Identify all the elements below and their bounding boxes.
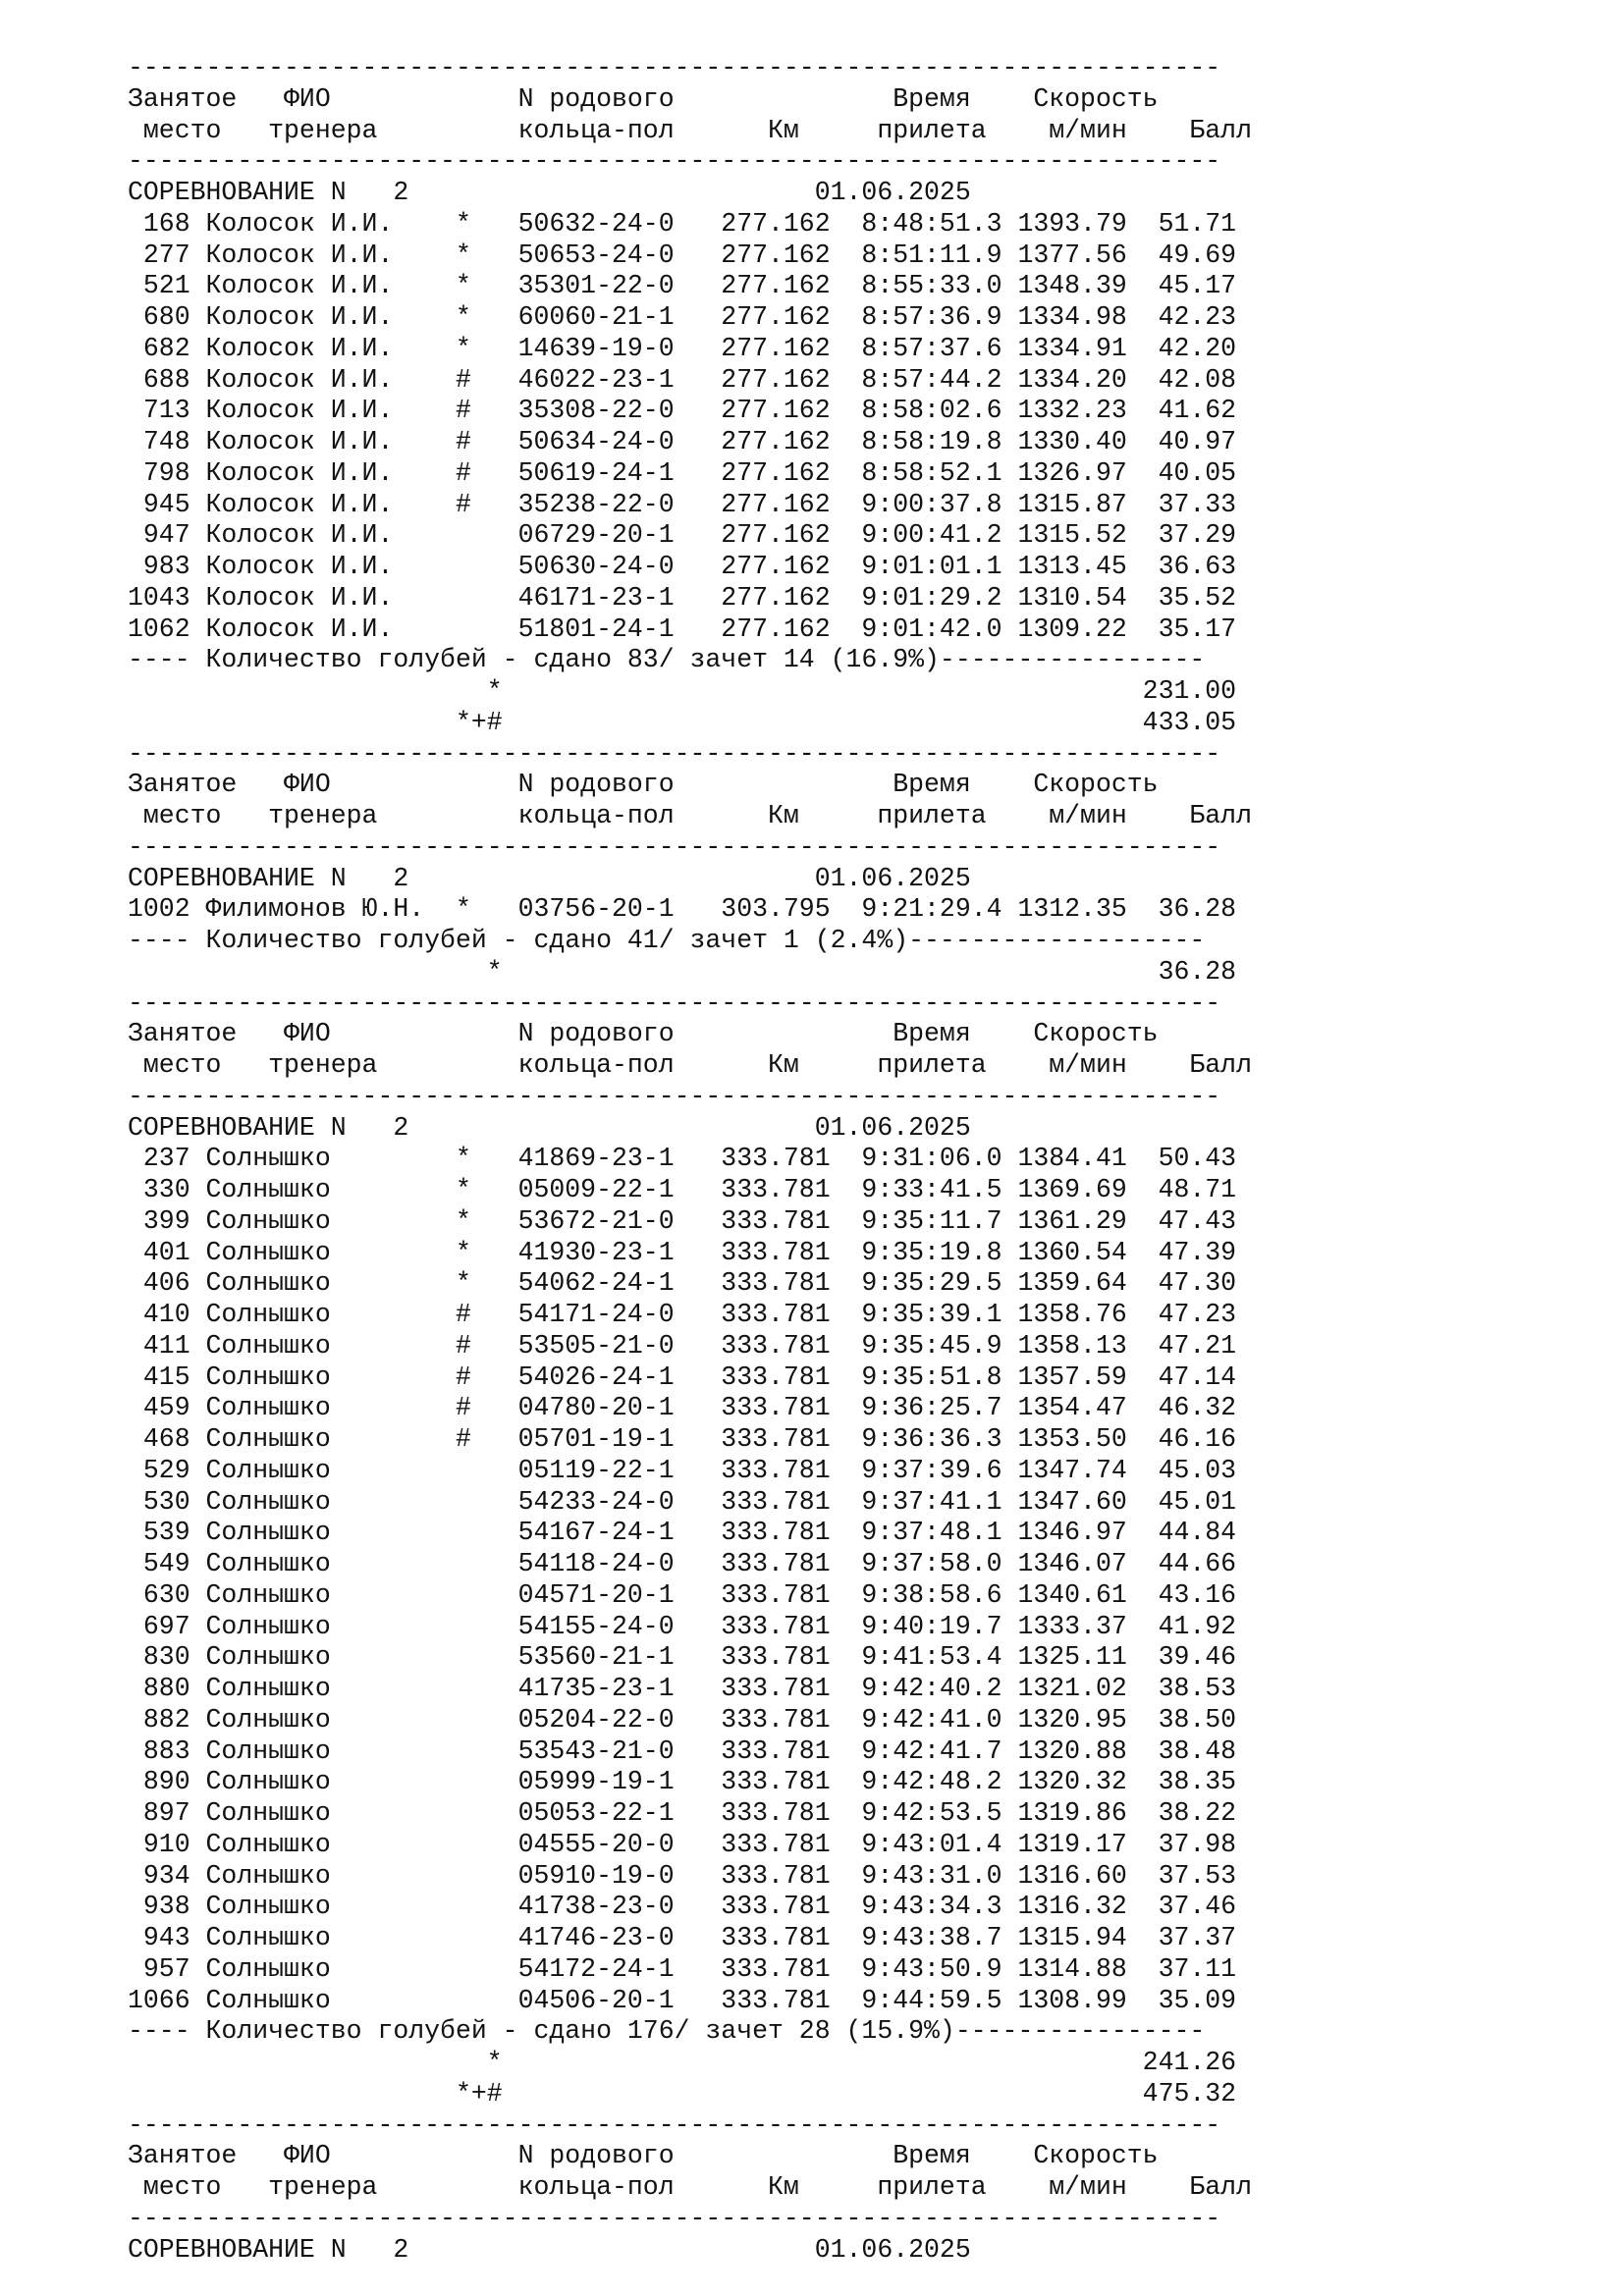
separator-line: ---------------------------------------------------------------------- [128,988,1221,1018]
score-total-line: *+# 433.05 [128,707,1237,737]
result-row: 883 Солнышко 53543-21-0 333.781 9:42:41.7 1320.88 38.48 [128,1735,1237,1766]
score-total-line: *+# 475.32 [128,2078,1237,2109]
result-row: 539 Солнышко 54167-24-1 333.781 9:37:48.1 1346.97 44.84 [128,1518,1237,1548]
score-total-line: * 231.00 [128,676,1237,706]
result-row: 830 Солнышко 53560-21-1 333.781 9:41:53.4 1325.11 39.46 [128,1642,1237,1673]
result-row: 943 Солнышко 41746-23-0 333.781 9:43:38.7 1315.94 37.37 [128,1923,1237,1952]
column-header-line-2: место тренера кольца-пол Км прилета м/мин Балл [128,801,1252,830]
summary-line: ---- Количество голубей - сдано 41/ зачет 1 (2.4%)------------------- [128,926,1206,955]
separator-line: ---------------------------------------------------------------------- [128,146,1221,177]
column-header-line-1: Занятое ФИО N родового Время Скорость [128,83,1159,114]
result-row: 277 Колосок И.И. * 50653-24-0 277.162 8:51:11.9 1377.56 49.69 [128,240,1237,270]
result-row: 748 Колосок И.И. # 50634-24-0 277.162 8:58:19.8 1330.40 40.97 [128,427,1237,456]
result-row: 938 Солнышко 41738-23-0 333.781 9:43:34.3 1316.32 37.46 [128,1892,1237,1922]
score-total-line: * 241.26 [128,2048,1237,2077]
separator-line: ---------------------------------------------------------------------- [128,2203,1221,2233]
result-row: 330 Солнышко * 05009-22-1 333.781 9:33:41.5 1369.69 48.71 [128,1175,1237,1204]
result-row: 688 Колосок И.И. # 46022-23-1 277.162 8:57:44.2 1334.20 42.08 [128,364,1237,395]
result-row: 1002 Филимонов Ю.Н. * 03756-20-1 303.795 9:21:29.4 1312.35 36.28 [128,894,1237,925]
column-header-line-2: место тренера кольца-пол Км прилета м/мин Балл [128,2172,1252,2202]
competition-header: СОРЕВНОВАНИЕ N 2 01.06.2025 [128,2234,971,2265]
result-row: 630 Солнышко 04571-20-1 333.781 9:38:58.6 1340.61 43.16 [128,1579,1237,1610]
competition-header: СОРЕВНОВАНИЕ N 2 01.06.2025 [128,178,971,207]
result-row: 168 Колосок И.И. * 50632-24-0 277.162 8:48:51.3 1393.79 51.71 [128,208,1237,239]
result-row: 406 Солнышко * 54062-24-1 333.781 9:35:29.5 1359.64 47.30 [128,1268,1237,1299]
summary-line: ---- Количество голубей - сдано 176/ зачет 28 (15.9%)---------------- [128,2016,1206,2047]
column-header-line-1: Занятое ФИО N родового Время Скорость [128,2141,1159,2171]
results-printout [128,53,1404,2291]
result-row: 934 Солнышко 05910-19-0 333.781 9:43:31.0 1316.60 37.53 [128,1860,1237,1891]
separator-line: ---------------------------------------------------------------------- [128,2109,1221,2140]
result-row: 237 Солнышко * 41869-23-1 333.781 9:31:06.0 1384.41 50.43 [128,1144,1237,1174]
result-row: 549 Солнышко 54118-24-0 333.781 9:37:58.0 1346.07 44.66 [128,1549,1237,1578]
separator-line: ---------------------------------------------------------------------- [128,738,1221,769]
result-row: 880 Солнышко 41735-23-1 333.781 9:42:40.2 1321.02 38.53 [128,1674,1237,1703]
result-row: 798 Колосок И.И. # 50619-24-1 277.162 8:58:52.1 1326.97 40.05 [128,457,1237,488]
summary-line: ---- Количество голубей - сдано 83/ зачет 14 (16.9%)----------------- [128,645,1206,675]
column-header-line-1: Занятое ФИО N родового Время Скорость [128,1019,1159,1049]
separator-line: ---------------------------------------------------------------------- [128,831,1221,862]
separator-line: ---------------------------------------------------------------------- [128,53,1221,82]
column-header-line-1: Занятое ФИО N родового Время Скорость [128,770,1159,800]
result-row: 529 Солнышко 05119-22-1 333.781 9:37:39.6 1347.74 45.03 [128,1455,1237,1485]
result-row: 530 Солнышко 54233-24-0 333.781 9:37:41.1 1347.60 45.01 [128,1486,1237,1517]
result-row: 957 Солнышко 54172-24-1 333.781 9:43:50.9 1314.88 37.11 [128,1953,1237,1984]
column-header-line-2: место тренера кольца-пол Км прилета м/мин Балл [128,1050,1252,1080]
result-row: 983 Колосок И.И. 50630-24-0 277.162 9:01:01.1 1313.45 36.63 [128,552,1237,581]
result-row: 459 Солнышко # 04780-20-1 333.781 9:36:25.7 1354.47 46.32 [128,1393,1237,1423]
column-header-line-2: место тренера кольца-пол Км прилета м/мин Балл [128,115,1252,145]
score-total-line: * 36.28 [128,956,1237,987]
result-row: 680 Колосок И.И. * 60060-21-1 277.162 8:57:36.9 1334.98 42.23 [128,302,1237,332]
result-row: 882 Солнышко 05204-22-0 333.781 9:42:41.0 1320.95 38.50 [128,1704,1237,1735]
separator-line: ---------------------------------------------------------------------- [128,1081,1221,1111]
competition-header: СОРЕВНОВАНИЕ N 2 01.06.2025 [128,1112,971,1143]
result-row: 399 Солнышко * 53672-21-0 333.781 9:35:11.7 1361.29 47.43 [128,1205,1237,1236]
result-row: 897 Солнышко 05053-22-1 333.781 9:42:53.5 1319.86 38.22 [128,1798,1237,1828]
result-row: 410 Солнышко # 54171-24-0 333.781 9:35:39.1 1358.76 47.23 [128,1300,1237,1329]
result-row: 713 Колосок И.И. # 35308-22-0 277.162 8:58:02.6 1332.23 41.62 [128,396,1237,426]
result-row: 521 Колосок И.И. * 35301-22-0 277.162 8:55:33.0 1348.39 45.17 [128,271,1237,301]
competition-header: СОРЕВНОВАНИЕ N 2 01.06.2025 [128,863,971,893]
result-row: 1043 Колосок И.И. 46171-23-1 277.162 9:01:29.2 1310.54 35.52 [128,582,1237,613]
result-row: 945 Колосок И.И. # 35238-22-0 277.162 9:00:37.8 1315.87 37.33 [128,489,1237,519]
result-row: 910 Солнышко 04555-20-0 333.781 9:43:01.4 1319.17 37.98 [128,1829,1237,1859]
result-row: 890 Солнышко 05999-19-1 333.781 9:42:48.2 1320.32 38.35 [128,1767,1237,1797]
result-row: 697 Солнышко 54155-24-0 333.781 9:40:19.7 1333.37 41.92 [128,1611,1237,1641]
result-row: 415 Солнышко # 54026-24-1 333.781 9:35:51.8 1357.59 47.14 [128,1362,1237,1392]
result-row: 947 Колосок И.И. 06729-20-1 277.162 9:00:41.2 1315.52 37.29 [128,520,1237,551]
result-row: 682 Колосок И.И. * 14639-19-0 277.162 8:57:37.6 1334.91 42.20 [128,333,1237,363]
result-row: 411 Солнышко # 53505-21-0 333.781 9:35:45.9 1358.13 47.21 [128,1330,1237,1361]
result-row: 468 Солнышко # 05701-19-1 333.781 9:36:36.3 1353.50 46.16 [128,1424,1237,1454]
result-row: 1062 Колосок И.И. 51801-24-1 277.162 9:01:42.0 1309.22 35.17 [128,614,1237,644]
result-row: 1066 Солнышко 04506-20-1 333.781 9:44:59.5 1308.99 35.09 [128,1985,1237,2015]
result-row: 401 Солнышко * 41930-23-1 333.781 9:35:19.8 1360.54 47.39 [128,1237,1237,1267]
